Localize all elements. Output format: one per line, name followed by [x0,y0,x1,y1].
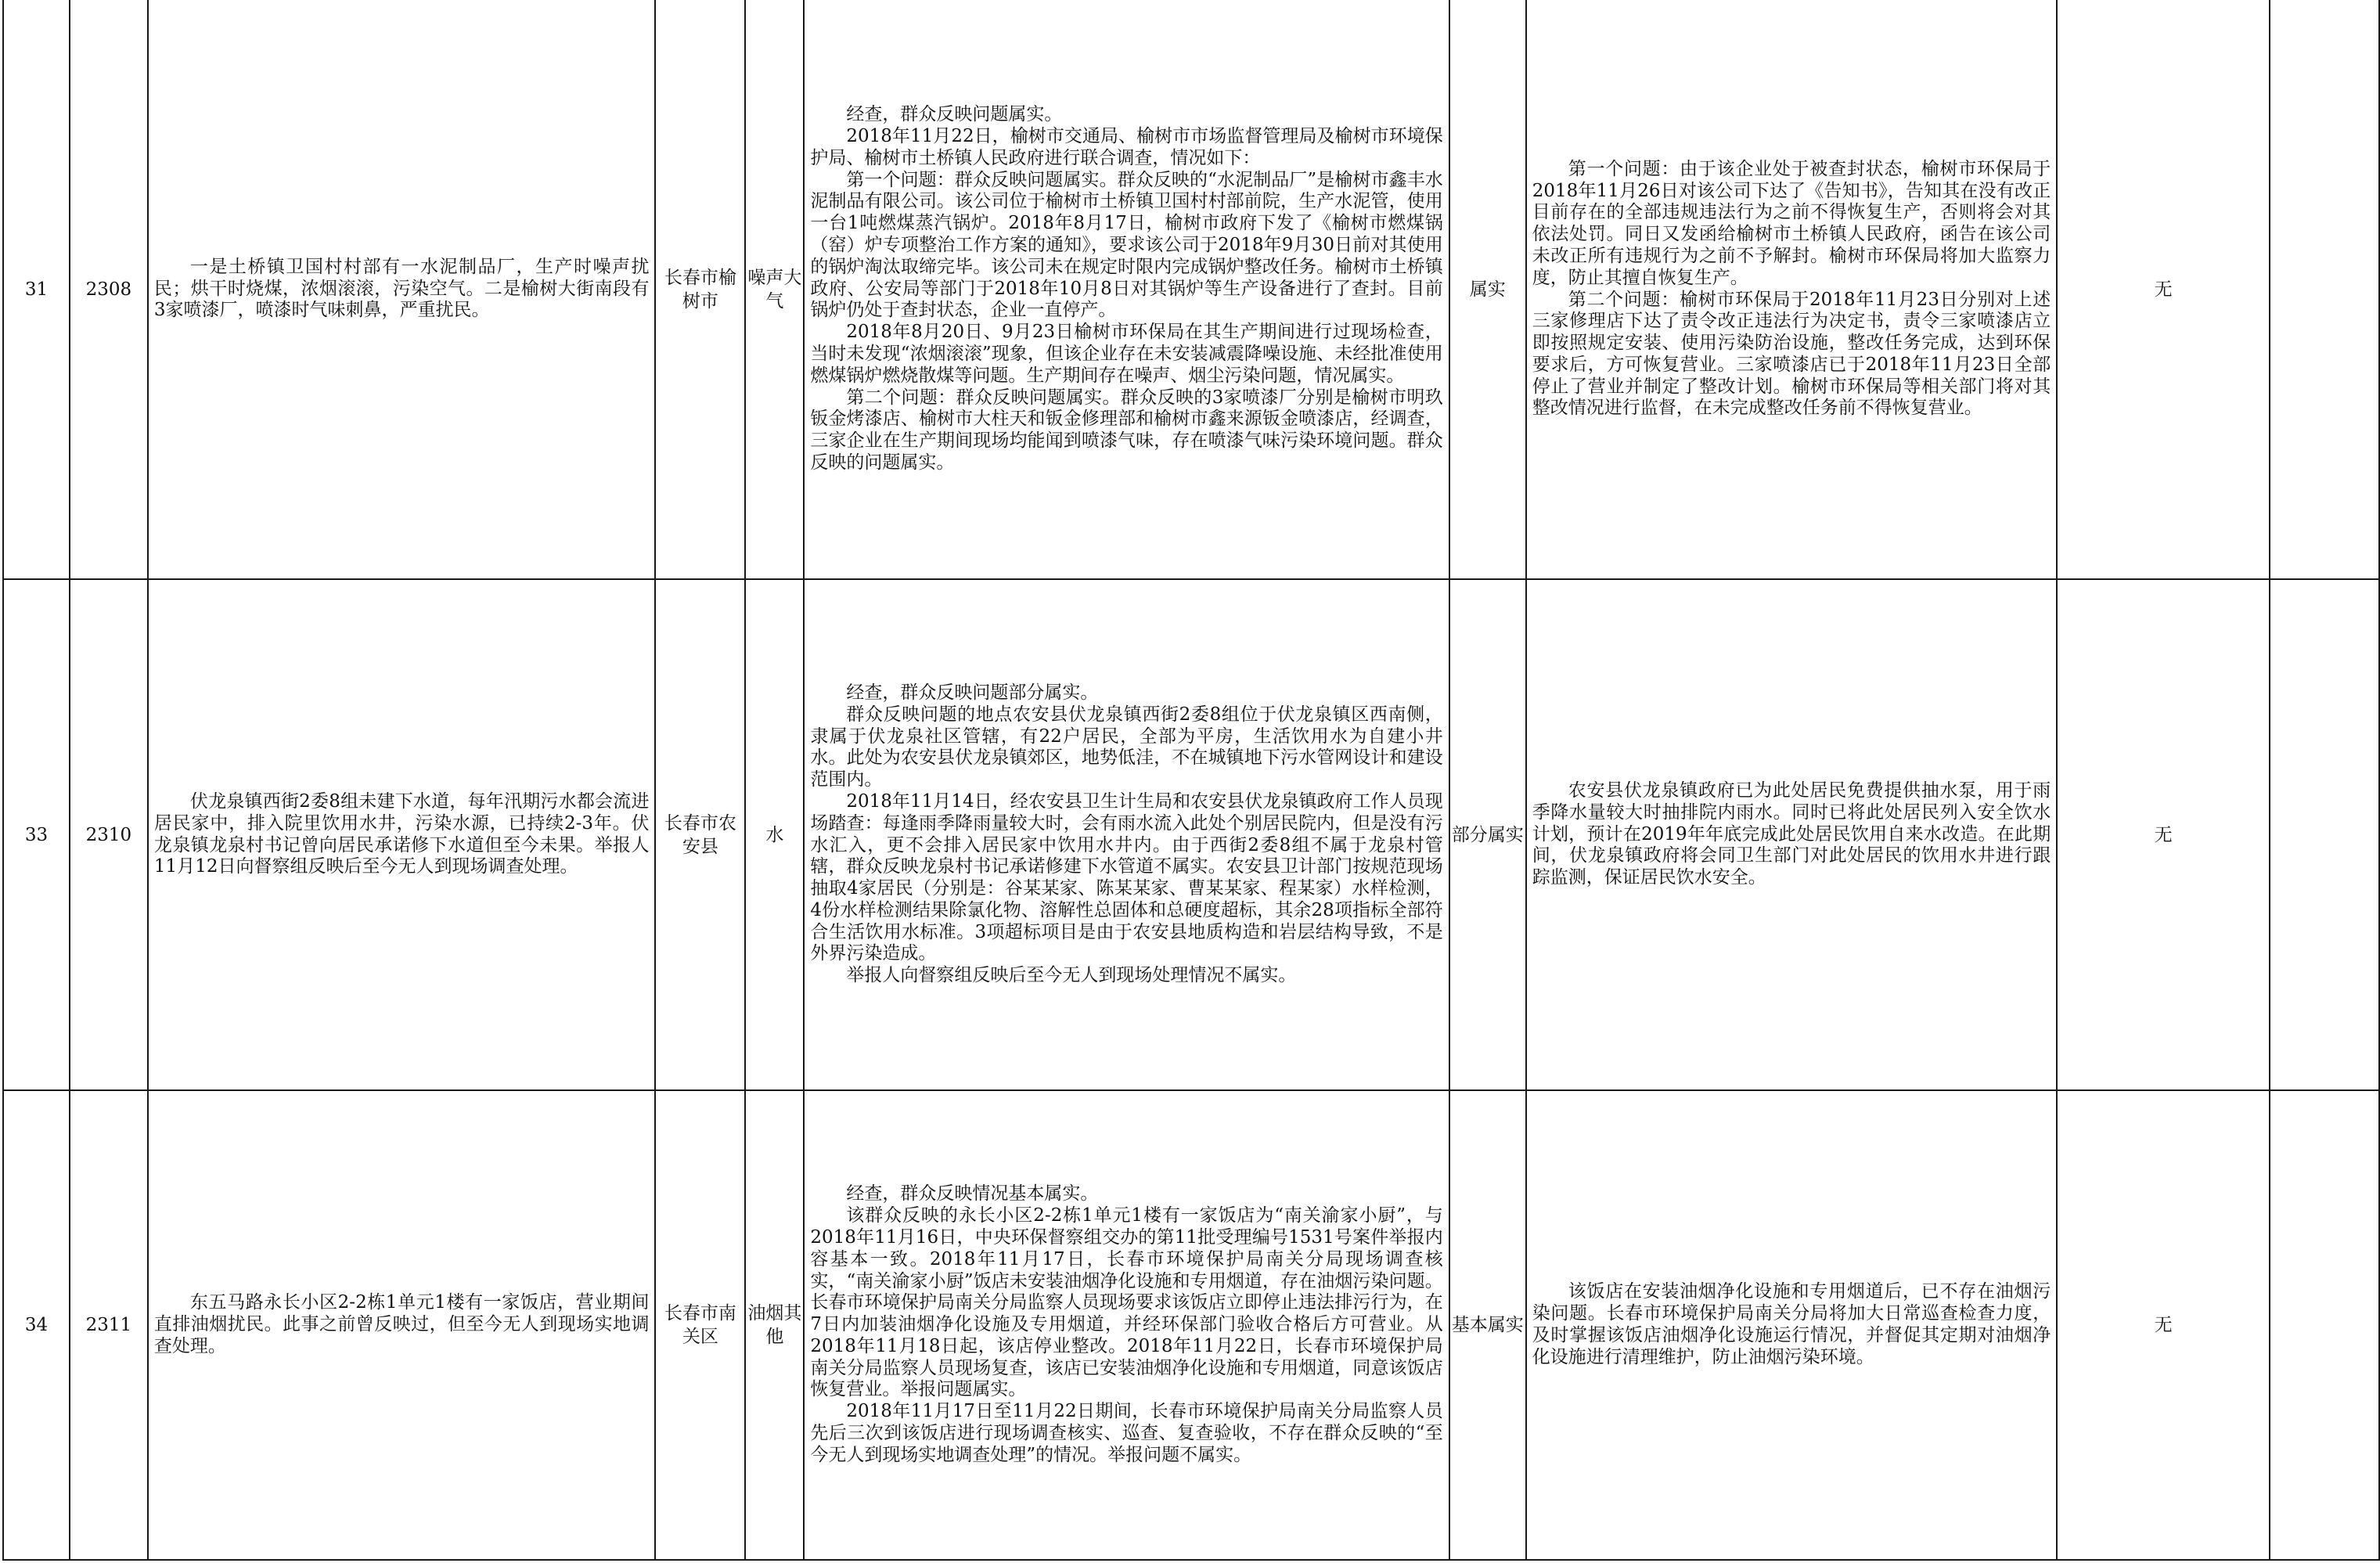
district-cell: 长春市榆树市 [655,0,745,579]
seq-cell: 34 [3,1090,70,1560]
category-cell: 油烟其他 [745,1090,804,1560]
findings-paragraph: 2018年11月14日，经农安县卫生计生局和农安县伏龙泉镇政府工作人员现场踏查：每逢雨季降雨量较大时，会有雨水流入此处个别居民院内，但是没有污水汇入，更不会排入居民家中饮用水井内。由于西街2委8组不属于龙泉村管辖，群众反映龙泉村书记承诺修建下水管道不属实。农安县卫计部门按规范现场抽取4家居民（分别是：谷某某家、陈某某家、曹某某家、程某家）水样检测，4份水样检测结果除氯化物、溶解性总固体和总硬度超标，其余28项指标全部符合生活饮用水标准。3项超标项目是由于农安县地质构造和岩层结构导致，不是外界污染造成。 [810,791,1443,964]
findings-paragraph: 举报人向督察组反映后至今无人到现场处理情况不属实。 [846,965,1297,986]
table-row [3,0,2379,579]
complaint-cell [148,0,656,579]
findings-cell [804,0,1449,579]
remark-cell [2270,579,2379,1090]
findings-paragraph: 群众反映问题的地点农安县伏龙泉镇西街2委8组位于伏龙泉镇区西南侧，隶属于伏龙泉社区管辖，有22户居民，全部为平房，生活饮用水为自建小井水。此处为农安县伏龙泉镇郊区，地势低洼，不在城镇地下污水管网设计和建设范围内。 [810,704,1443,791]
findings-paragraph: 2018年8月20日、9月23日榆树市环保局在其生产期间进行过现场检查，当时未发现“浓烟滚滚”现象，但该企业存在未安装减震降噪设施、未经批准使用燃煤锅炉燃烧散煤等问题。生产期间存在噪声、烟尘污染问题，情况属实。 [810,322,1443,386]
case-no-cell: 2311 [70,1090,148,1560]
complaint-table [2,0,2380,1561]
findings-paragraph: 该群众反映的永长小区2-2栋1单元1楼有一家饭店为“南关渝家小厨”，与2018年11月16日，中央环保督察组交办的第11批受理编号1531号案件举报内容基本一致。2018年11月17日，长春市环境保护局南关分局现场调查核实，“南关渝家小厨”饭店未安装油烟净化设施和专用烟道，存在油烟污染问题。长春市环境保护局南关分局监察人员现场要求该饭店立即停止违法排污行为，在7日内加装油烟净化设施及专用烟道，并经环保部门验收合格后方可营业。从2018年11月18日起，该店停业整改。2018年11月22日，长春市环境保护局南关分局监察人员现场复查，该店已安装油烟净化设施和专用烟道，同意该饭店恢复营业。举报问题属实。 [810,1205,1443,1400]
handling-cell [1526,0,2058,579]
table-row [3,579,2379,1090]
accountability-cell: 无 [2057,579,2270,1090]
district-cell: 长春市农安县 [655,579,745,1090]
seq-cell: 33 [3,579,70,1090]
case-no-cell: 2308 [70,0,148,579]
category-cell: 噪声大气 [745,0,804,579]
verdict-cell: 基本属实 [1449,1090,1526,1560]
district-cell: 长春市南关区 [655,1090,745,1560]
handling-paragraph: 该饭店在安装油烟净化设施和专用烟道后，已不存在油烟污染问题。长春市环境保护局南关分局将加大日常巡查检查力度，及时掌握该饭店油烟净化设施运行情况，并督促其定期对油烟净化设施进行清理维护，防止油烟污染环境。 [1532,1281,2051,1367]
findings-paragraph: 经查，群众反映问题属实。 [846,104,1063,125]
findings-paragraph: 经查，群众反映问题部分属实。 [846,682,1099,703]
findings-cell [804,579,1449,1090]
complaint-text: 东五马路永长小区2-2栋1单元1楼有一家饭店，营业期间直排油烟扰民。此事之前曾反映过，但至今无人到现场实地调查处理。 [153,1292,650,1356]
findings-cell [804,1090,1449,1560]
handling-cell [1526,1090,2058,1560]
findings-paragraph: 第二个问题：群众反映问题属实。群众反映的3家喷漆厂分别是榆树市明玖钣金烤漆店、榆树市大柱天和钣金修理部和榆树市鑫来源钣金喷漆店，经调查，三家企业在生产期间现场均能闻到喷漆气味，存在喷漆气味污染环境问题。群众反映的问题属实。 [810,387,1443,473]
handling-paragraph: 第二个问题：榆树市环保局于2018年11月23日分别对上述三家修理店下达了责令改正违法行为决定书，责令三家喷漆店立即按照规定安装、使用污染防治设施，整改任务完成，达到环保要求后，方可恢复营业。三家喷漆店已于2018年11月23日全部停止了营业并制定了整改计划。榆树市环保局等相关部门将对其整改情况进行监督，在未完成整改任务前不得恢复营业。 [1532,289,2051,419]
case-no-cell: 2310 [70,579,148,1090]
remark-cell [2270,0,2379,579]
table-row [3,1090,2379,1560]
handling-paragraph: 农安县伏龙泉镇政府已为此处居民免费提供抽水泵，用于雨季降水量较大时抽排院内雨水。同时已将此处居民列入安全饮水计划，预计在2019年年底完成此处居民饮用自来水改造。在此期间，伏龙泉镇政府将会同卫生部门对此处居民的饮用水井进行跟踪监测，保证居民饮水安全。 [1532,780,2051,888]
seq-cell: 31 [3,0,70,579]
complaint-cell [148,579,656,1090]
findings-paragraph: 经查，群众反映情况基本属实。 [846,1183,1099,1205]
complaint-text: 一是土桥镇卫国村村部有一水泥制品厂，生产时噪声扰民；烘干时烧煤，浓烟滚滚，污染空气。二是榆树大街南段有3家喷漆厂，喷漆时气味刺鼻，严重扰民。 [153,256,650,321]
findings-paragraph: 2018年11月17日至11月22日期间，长春市环境保护局南关分局监察人员先后三次到该饭店进行现场调查核实、巡查、复查验收，不存在群众反映的“至今无人到现场实地调查处理”的情况。举报问题不属实。 [810,1401,1443,1465]
complaint-text: 伏龙泉镇西街2委8组未建下水道，每年汛期污水都会流进居民家中，排入院里饮用水井，污染水源，已持续2-3年。伏龙泉镇龙泉村书记曾向居民承诺修下水道但至今未果。举报人11月12日向督察组反映后至今无人到现场调查处理。 [153,791,650,877]
handling-paragraph: 第一个问题：由于该企业处于被查封状态，榆树市环保局于2018年11月26日对该公司下达了《告知书》，告知其在没有改正目前存在的全部违规违法行为之前不得恢复生产，否则将会对其依法处罚。同日又发函给榆树市土桥镇人民政府，函告在该公司未改正所有违规行为之前不予解封。榆树市环保局将加大监察力度，防止其擅自恢复生产。 [1532,158,2051,288]
verdict-cell: 属实 [1449,0,1526,579]
verdict-cell: 部分属实 [1449,579,1526,1090]
category-cell: 水 [745,579,804,1090]
findings-paragraph: 第一个问题：群众反映问题属实。群众反映的“水泥制品厂”是榆树市鑫丰水泥制品有限公司。该公司位于榆树市土桥镇卫国村村部前院，生产水泥管，使用一台1吨燃煤蒸汽锅炉。2018年8月17日，榆树市政府下发了《榆树市燃煤锅（窑）炉专项整治工作方案的通知》，要求该公司于2018年9月30日前对其使用的锅炉淘汰取缔完毕。该公司未在规定时限内完成锅炉整改任务。榆树市土桥镇政府、公安局等部门于2018年10月8日对其锅炉等生产设备进行了查封。目前锅炉仍处于查封状态，企业一直停产。 [810,169,1443,321]
findings-paragraph: 2018年11月22日，榆树市交通局、榆树市市场监督管理局及榆树市环境保护局、榆树市土桥镇人民政府进行联合调查，情况如下： [810,126,1443,168]
remark-cell [2270,1090,2379,1560]
accountability-cell: 无 [2057,1090,2270,1560]
handling-cell [1526,579,2058,1090]
accountability-cell: 无 [2057,0,2270,579]
complaint-cell [148,1090,656,1560]
